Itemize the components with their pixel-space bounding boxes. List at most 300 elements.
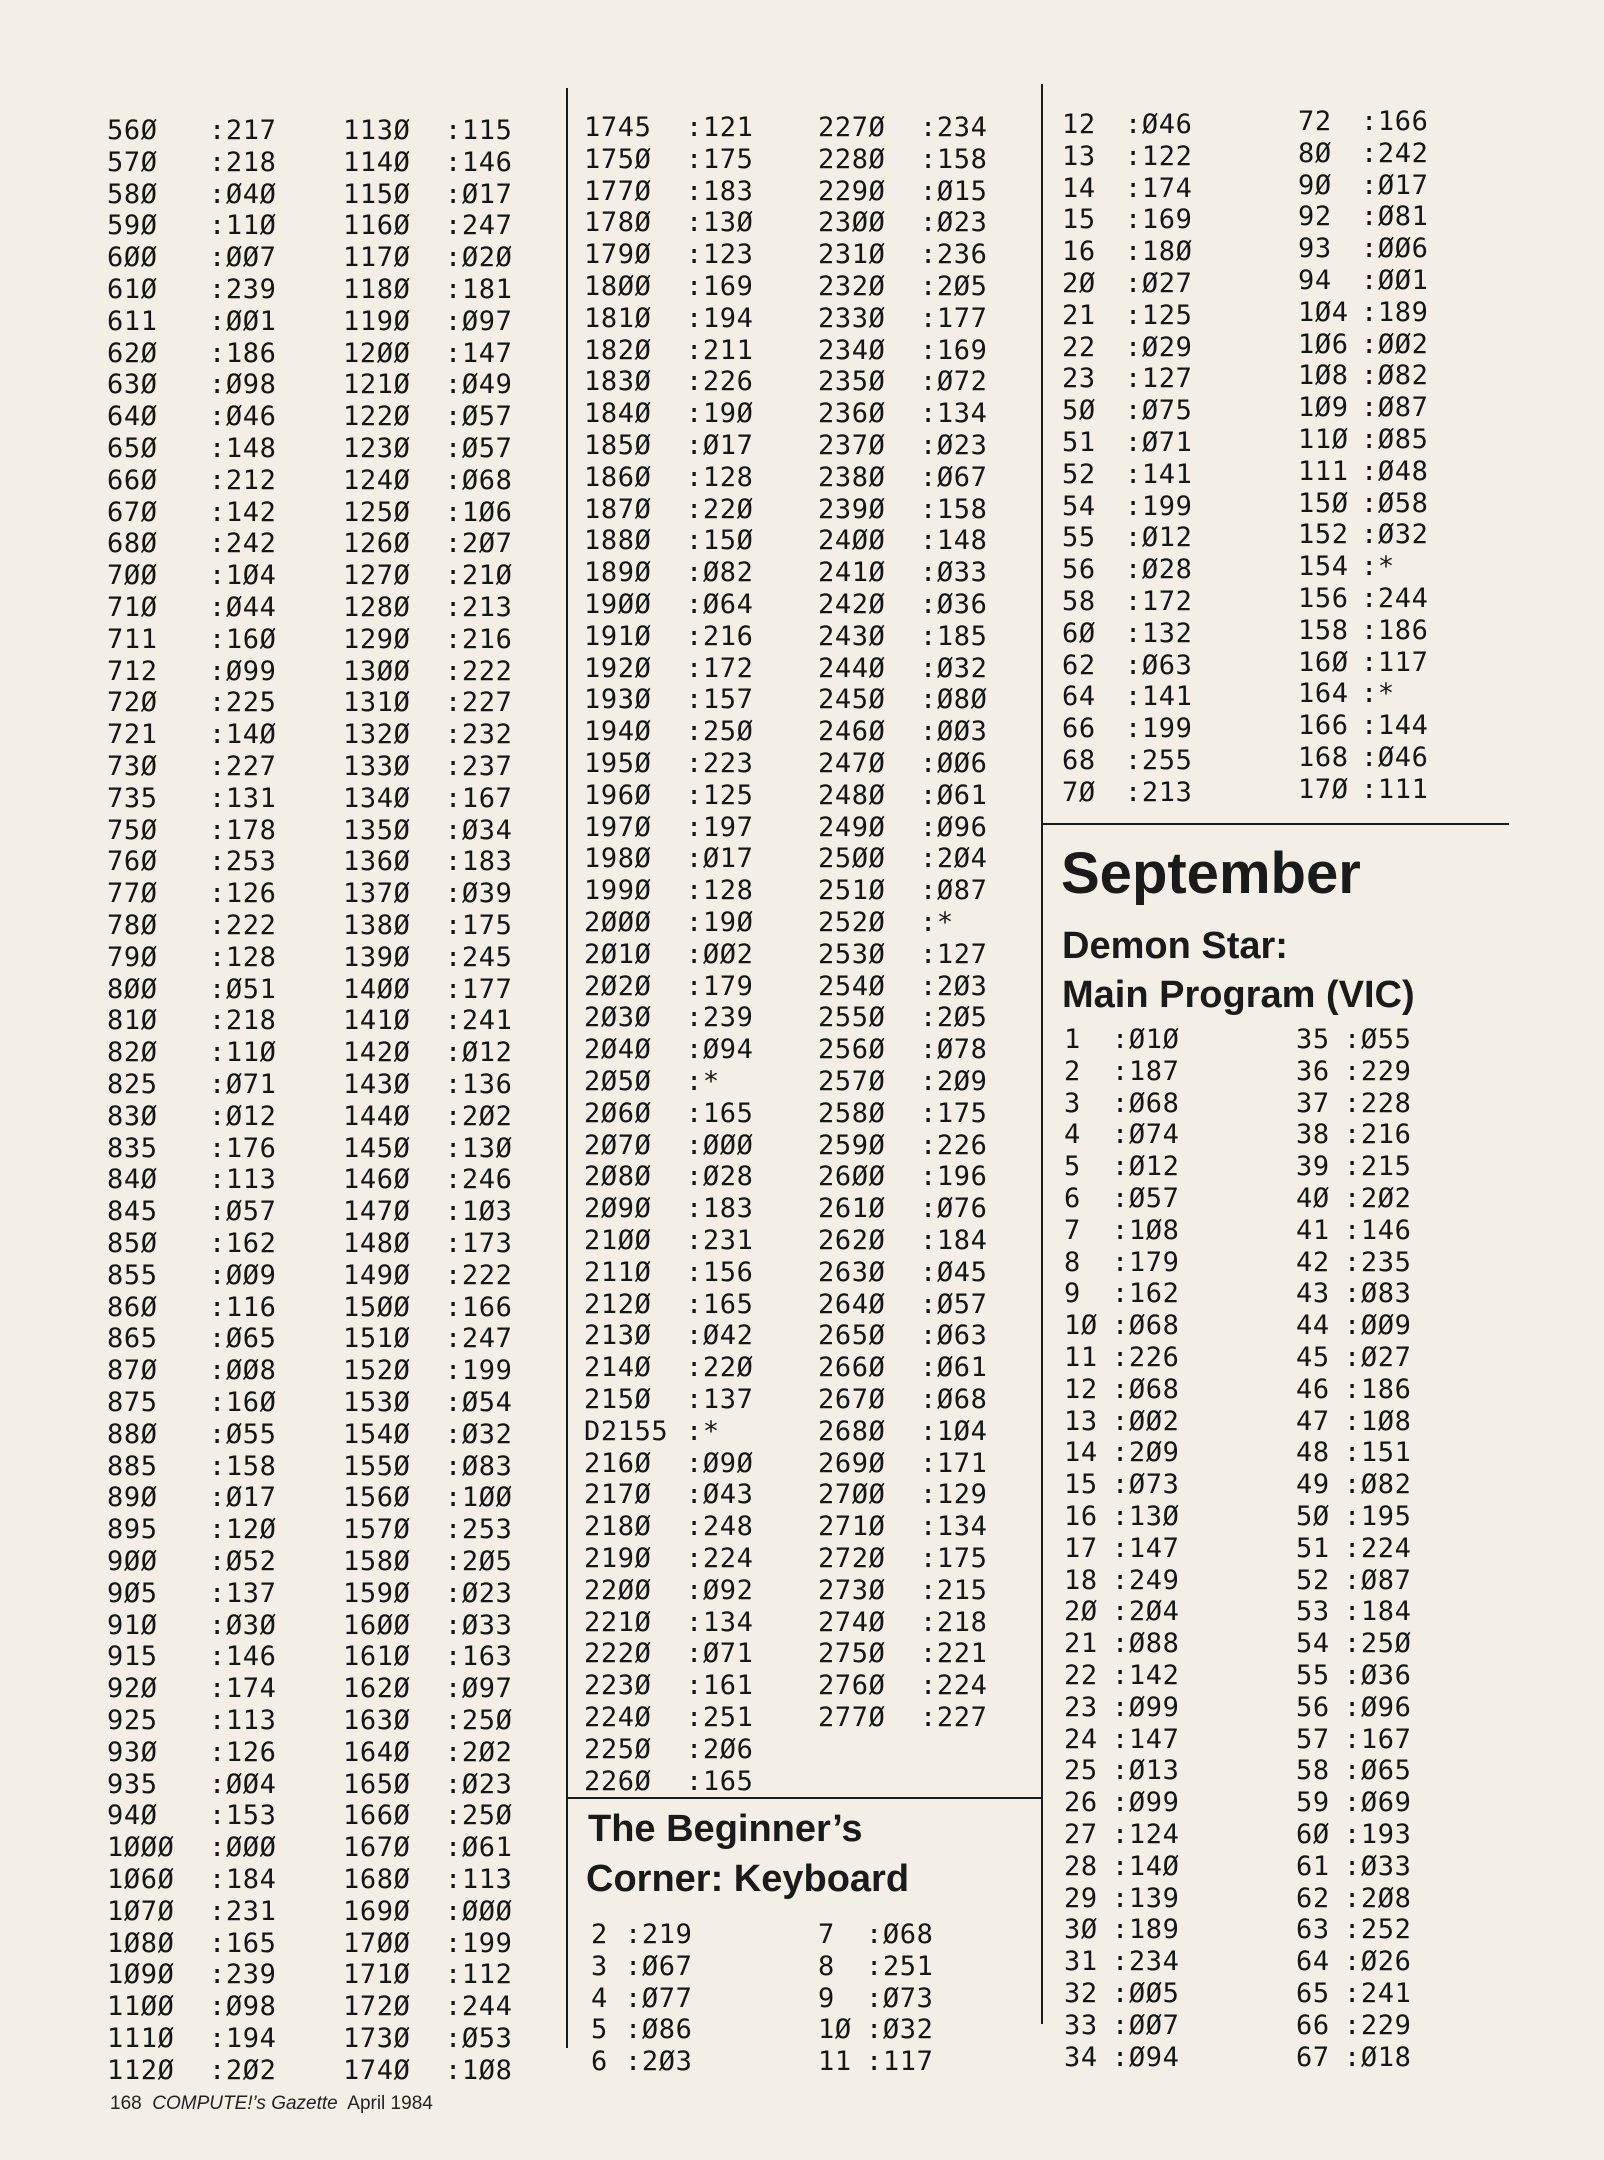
line-number: 56Ø xyxy=(107,115,158,146)
line-number: 5 xyxy=(1064,1151,1081,1183)
checksum-value: :2Ø8 xyxy=(1344,1882,1412,1914)
checksum-value: :ØØ5 xyxy=(1112,1978,1180,2009)
checksum-value: :Ø98 xyxy=(209,1991,277,2023)
checksum-value: :2Ø6 xyxy=(686,1733,754,1765)
line-number: 228Ø xyxy=(818,143,886,175)
line-number: 126Ø xyxy=(343,528,411,560)
checksum-value: :151 xyxy=(1344,1437,1412,1469)
checksum-value: :226 xyxy=(686,366,754,398)
section-rule-beginners xyxy=(568,1797,1041,1799)
checksum-value: :ØØ2 xyxy=(1112,1405,1180,1437)
line-number: 199Ø xyxy=(584,875,652,907)
checksum-value: :242 xyxy=(209,528,277,560)
line-number: 9 xyxy=(1064,1278,1081,1310)
line-number: 257Ø xyxy=(818,1066,886,1097)
magazine-name: COMPUTE!’s Gazette xyxy=(152,2093,338,2114)
checksum-value: :ØØ9 xyxy=(209,1259,277,1291)
checksum-value: :161 xyxy=(686,1670,754,1702)
checksum-value: :241 xyxy=(445,1005,513,1037)
checksum-value: :111 xyxy=(1361,773,1429,805)
checksum-value: :13Ø xyxy=(686,207,754,239)
page-footer xyxy=(110,2093,433,2115)
line-number: 27ØØ xyxy=(818,1479,886,1511)
line-number: 57Ø xyxy=(107,146,158,178)
checksum-value: :Ø64 xyxy=(686,589,754,620)
line-number: 22ØØ xyxy=(584,1574,652,1606)
line-number: 215Ø xyxy=(584,1384,652,1415)
line-number: 31 xyxy=(1064,1946,1098,1978)
line-number: 6 xyxy=(591,2046,608,2078)
line-number: 25ØØ xyxy=(818,843,886,875)
line-number: 925 xyxy=(107,1705,158,1736)
line-number: 265Ø xyxy=(818,1320,886,1352)
checksum-value: :2Ø5 xyxy=(920,271,988,302)
checksum-value: :Ø46 xyxy=(209,401,277,433)
checksum-value: :195 xyxy=(1344,1501,1412,1532)
line-number: 262Ø xyxy=(818,1225,886,1256)
line-number: 41 xyxy=(1296,1214,1330,1246)
line-number: 184Ø xyxy=(584,398,652,430)
checksum-value: :239 xyxy=(209,1959,277,1991)
checksum-value: :Ø94 xyxy=(1112,2041,1180,2073)
line-number: 272Ø xyxy=(818,1543,886,1574)
line-number: 82Ø xyxy=(107,1037,158,1069)
checksum-value: :19Ø xyxy=(686,398,754,430)
line-number: 238Ø xyxy=(818,461,886,493)
checksum-value: :183 xyxy=(445,846,513,878)
line-number: 114Ø xyxy=(343,146,411,178)
line-number: 5Ø xyxy=(1296,1501,1330,1532)
line-number: 1ØØØ xyxy=(107,1832,175,1864)
line-number: 2Ø5Ø xyxy=(584,1066,652,1097)
checksum-value: :Ø32 xyxy=(866,2014,934,2046)
line-number: 276Ø xyxy=(818,1670,886,1702)
checksum-value: :228 xyxy=(1344,1087,1412,1119)
checksum-value: :Ø26 xyxy=(1344,1946,1412,1978)
checksum-value: :165 xyxy=(209,1927,277,1959)
line-number: 17ØØ xyxy=(343,1927,411,1959)
checksum-value: :Ø99 xyxy=(1112,1691,1180,1723)
checksum-value: :Ø73 xyxy=(866,1982,934,2014)
checksum-value: :Ø27 xyxy=(1125,268,1193,299)
line-number: 137Ø xyxy=(343,878,411,910)
line-number: 128Ø xyxy=(343,592,411,623)
line-number: 5 xyxy=(591,2014,608,2046)
line-number: 213Ø xyxy=(584,1320,652,1352)
checksum-value: :183 xyxy=(686,1193,754,1225)
checksum-value: :Ø81 xyxy=(1361,201,1429,233)
checksum-value: :Ø12 xyxy=(1112,1151,1180,1183)
line-number: 245Ø xyxy=(818,684,886,716)
line-number: 63Ø xyxy=(107,369,158,401)
line-number: 147Ø xyxy=(343,1196,411,1228)
line-number: 27 xyxy=(1064,1819,1098,1850)
checksum-value: :131 xyxy=(209,782,277,814)
checksum-value: :Ø34 xyxy=(445,814,513,846)
checksum-value: :235 xyxy=(1344,1246,1412,1278)
checksum-value: :215 xyxy=(1344,1151,1412,1183)
checksum-value: :ØØ1 xyxy=(209,305,277,337)
checksum-value: :25Ø xyxy=(1344,1628,1412,1660)
line-number: 134Ø xyxy=(343,782,411,814)
checksum-value: :177 xyxy=(445,973,513,1005)
checksum-value: :Ø99 xyxy=(209,655,277,687)
line-number: 6Ø xyxy=(1296,1819,1330,1850)
checksum-value: :255 xyxy=(1125,745,1193,776)
checksum-value: :237 xyxy=(445,751,513,782)
checksum-value: :Ø87 xyxy=(1361,392,1429,424)
line-number: 73Ø xyxy=(107,751,158,782)
checksum-value: :126 xyxy=(209,1736,277,1768)
checksum-value: :Ø68 xyxy=(1112,1373,1180,1405)
checksum-value: :Ø97 xyxy=(445,305,513,337)
line-number: 16 xyxy=(1064,1501,1098,1532)
checksum-value: :134 xyxy=(920,398,988,430)
line-number: 185Ø xyxy=(584,430,652,461)
line-number: 154 xyxy=(1298,551,1349,583)
line-number: 72 xyxy=(1298,106,1332,137)
checksum-value: :ØØ9 xyxy=(1344,1310,1412,1342)
checksum-value: :169 xyxy=(686,271,754,302)
line-number: 131Ø xyxy=(343,687,411,719)
line-number: 2Ø xyxy=(1062,268,1096,299)
checksum-value: :Ø15 xyxy=(920,175,988,207)
checksum-value: :167 xyxy=(445,782,513,814)
line-number: 15Ø xyxy=(1298,487,1349,519)
line-number: 5Ø xyxy=(1062,395,1096,427)
checksum-value: :Ø61 xyxy=(445,1832,513,1864)
checksum-value: :186 xyxy=(209,337,277,369)
checksum-value: :184 xyxy=(920,1225,988,1256)
checksum-value: :2Ø4 xyxy=(920,843,988,875)
checksum-value: :Ø71 xyxy=(686,1638,754,1670)
beginners-corner-heading-line1: The Beginner’s xyxy=(588,1808,863,1850)
checksum-value: :Ø17 xyxy=(445,178,513,210)
checksum-value: :Ø61 xyxy=(920,779,988,811)
line-number: 217Ø xyxy=(584,1479,652,1511)
line-number: 11 xyxy=(1064,1342,1098,1373)
line-number: 2Ø4Ø xyxy=(584,1034,652,1066)
checksum-value: :181 xyxy=(445,274,513,305)
checksum-value: :Ø96 xyxy=(920,811,988,843)
checksum-value: :216 xyxy=(1344,1119,1412,1151)
checksum-value: :Ø87 xyxy=(920,875,988,907)
checksum-value: :117 xyxy=(866,2046,934,2078)
checksum-value: :222 xyxy=(445,655,513,687)
checksum-value: :1Ø4 xyxy=(209,560,277,592)
checksum-value: :Ø82 xyxy=(686,557,754,589)
checksum-value: :226 xyxy=(920,1129,988,1161)
checksum-value: :Ø13 xyxy=(1112,1755,1180,1787)
checksum-value: :247 xyxy=(445,210,513,242)
line-number: 141Ø xyxy=(343,1005,411,1037)
line-number: 154Ø xyxy=(343,1418,411,1450)
checksum-value: :Ø55 xyxy=(1344,1024,1412,1055)
line-number: 113Ø xyxy=(343,115,411,146)
line-number: 269Ø xyxy=(818,1447,886,1479)
line-number: 11 xyxy=(818,2046,852,2078)
checksum-value: :146 xyxy=(209,1641,277,1673)
checksum-value: :Ø57 xyxy=(1112,1183,1180,1214)
checksum-value: :Ø33 xyxy=(920,557,988,589)
checksum-value: :179 xyxy=(686,970,754,1002)
checksum-value: :113 xyxy=(445,1864,513,1895)
line-number: 259Ø xyxy=(818,1129,886,1161)
checksum-value: :1Ø8 xyxy=(1344,1405,1412,1437)
line-number: 153Ø xyxy=(343,1387,411,1418)
line-number: 234Ø xyxy=(818,334,886,366)
line-number: 78Ø xyxy=(107,910,158,941)
line-number: 91Ø xyxy=(107,1609,158,1641)
checksum-value: :171 xyxy=(920,1447,988,1479)
line-number: 189Ø xyxy=(584,557,652,589)
line-number: 62 xyxy=(1062,649,1096,681)
checksum-value: :* xyxy=(1361,551,1395,583)
checksum-value: :116 xyxy=(209,1291,277,1323)
checksum-value: :239 xyxy=(686,1002,754,1034)
checksum-value: :Ø68 xyxy=(866,1919,934,1950)
line-number: 156Ø xyxy=(343,1482,411,1514)
line-number: 62 xyxy=(1296,1882,1330,1914)
line-number: 196Ø xyxy=(584,779,652,811)
checksum-value: :Ø69 xyxy=(1344,1787,1412,1819)
line-number: 2Ø1Ø xyxy=(584,938,652,970)
line-number: 712 xyxy=(107,655,158,687)
line-number: 136Ø xyxy=(343,846,411,878)
line-number: 171Ø xyxy=(343,1959,411,1991)
line-number: 53 xyxy=(1296,1596,1330,1628)
line-number: 174Ø xyxy=(343,2054,411,2086)
checksum-value: :241 xyxy=(1344,1978,1412,2009)
checksum-value: :248 xyxy=(686,1511,754,1543)
line-number: 3 xyxy=(1064,1087,1081,1119)
checksum-value: :175 xyxy=(686,143,754,175)
line-number: 186Ø xyxy=(584,461,652,493)
checksum-value: :Ø85 xyxy=(1361,424,1429,455)
checksum-value: :165 xyxy=(686,1765,754,1797)
checksum-value: :Ø83 xyxy=(1344,1278,1412,1310)
line-number: 42 xyxy=(1296,1246,1330,1278)
line-number: 94 xyxy=(1298,265,1332,296)
line-number: 232Ø xyxy=(818,271,886,302)
checksum-value: :227 xyxy=(920,1702,988,1733)
checksum-value: :227 xyxy=(209,751,277,782)
checksum-value: :1Ø6 xyxy=(445,496,513,528)
line-number: 161Ø xyxy=(343,1641,411,1673)
checksum-value: :Ø98 xyxy=(209,369,277,401)
line-number: 66 xyxy=(1296,2009,1330,2041)
checksum-value: :134 xyxy=(920,1511,988,1543)
checksum-value: :Ø57 xyxy=(445,401,513,433)
checksum-value: :Ø23 xyxy=(920,430,988,461)
checksum-value: :Ø44 xyxy=(209,592,277,623)
line-number: 26ØØ xyxy=(818,1161,886,1193)
demon-star-heading-line1: Demon Star: xyxy=(1062,925,1288,967)
line-number: 14 xyxy=(1062,172,1096,204)
line-number: 85Ø xyxy=(107,1228,158,1259)
checksum-value: :148 xyxy=(920,525,988,557)
column-divider-2 xyxy=(1041,84,1043,2024)
line-number: 43 xyxy=(1296,1278,1330,1310)
checksum-value: :2Ø3 xyxy=(920,970,988,1002)
line-number: 9Ø xyxy=(1298,169,1332,201)
line-number: 233Ø xyxy=(818,302,886,334)
checksum-value: :253 xyxy=(209,846,277,878)
checksum-value: :Ø8Ø xyxy=(920,684,988,716)
line-number: 915 xyxy=(107,1641,158,1673)
line-number: 236Ø xyxy=(818,398,886,430)
line-number: 55 xyxy=(1062,522,1096,554)
line-number: 7 xyxy=(1064,1214,1081,1246)
checksum-value: :Ø73 xyxy=(1112,1469,1180,1501)
line-number: 266Ø xyxy=(818,1352,886,1384)
checksum-value: :* xyxy=(686,1415,720,1447)
line-number: 65Ø xyxy=(107,433,158,464)
checksum-value: :126 xyxy=(209,878,277,910)
line-number: 21 xyxy=(1064,1628,1098,1660)
checksum-value: :175 xyxy=(445,910,513,941)
checksum-value: :162 xyxy=(209,1228,277,1259)
checksum-value: :Ø2Ø xyxy=(445,242,513,274)
line-number: 735 xyxy=(107,782,158,814)
line-number: 865 xyxy=(107,1323,158,1355)
checksum-value: :Ø92 xyxy=(686,1574,754,1606)
line-number: 64Ø xyxy=(107,401,158,433)
line-number: 93Ø xyxy=(107,1736,158,1768)
line-number: 895 xyxy=(107,1514,158,1546)
line-number: 1 xyxy=(1064,1024,1081,1055)
checksum-value: :245 xyxy=(445,941,513,973)
line-number: 68Ø xyxy=(107,528,158,560)
line-number: 17 xyxy=(1064,1532,1098,1564)
line-number: 79Ø xyxy=(107,941,158,973)
line-number: 149Ø xyxy=(343,1259,411,1291)
line-number: 165Ø xyxy=(343,1768,411,1800)
checksum-value: :Ø96 xyxy=(1344,1691,1412,1723)
line-number: 1Ø9 xyxy=(1298,392,1349,424)
line-number: 18ØØ xyxy=(584,271,652,302)
line-number: 21ØØ xyxy=(584,1225,652,1256)
line-number: 59 xyxy=(1296,1787,1330,1819)
line-number: 239Ø xyxy=(818,493,886,525)
line-number: 39 xyxy=(1296,1151,1330,1183)
line-number: 16Ø xyxy=(1298,646,1349,678)
checksum-value: :Ø88 xyxy=(1112,1628,1180,1660)
line-number: 181Ø xyxy=(584,302,652,334)
line-number: 54 xyxy=(1296,1628,1330,1660)
checksum-value: :Ø17 xyxy=(1361,169,1429,201)
checksum-value: :187 xyxy=(1112,1055,1180,1087)
checksum-value: :147 xyxy=(1112,1723,1180,1755)
line-number: 168 xyxy=(1298,742,1349,773)
checksum-value: :Ø32 xyxy=(445,1418,513,1450)
checksum-value: :132 xyxy=(1125,617,1193,649)
line-number: 21 xyxy=(1062,299,1096,331)
checksum-value: :178 xyxy=(209,814,277,846)
checksum-value: :244 xyxy=(445,1991,513,2023)
checksum-value: :Ø28 xyxy=(1125,554,1193,586)
line-number: 44 xyxy=(1296,1310,1330,1342)
checksum-value: :Ø29 xyxy=(1125,331,1193,363)
line-number: 7Ø xyxy=(1062,776,1096,808)
checksum-value: :197 xyxy=(686,811,754,843)
line-number: 721 xyxy=(107,719,158,751)
checksum-value: :19Ø xyxy=(686,907,754,938)
line-number: 33 xyxy=(1064,2009,1098,2041)
line-number: 254Ø xyxy=(818,970,886,1002)
checksum-value: :121 xyxy=(686,112,754,143)
line-number: 54 xyxy=(1062,490,1096,522)
line-number: 229Ø xyxy=(818,175,886,207)
line-number: 94Ø xyxy=(107,1800,158,1832)
line-number: 62Ø xyxy=(107,337,158,369)
checksum-value: :Ø75 xyxy=(1125,395,1193,427)
demon-star-heading-line2: Main Program (VIC) xyxy=(1062,974,1415,1016)
line-number: 148Ø xyxy=(343,1228,411,1259)
checksum-value: :252 xyxy=(1344,1914,1412,1946)
line-number: 59Ø xyxy=(107,210,158,242)
checksum-value: :* xyxy=(686,1066,720,1097)
line-number: 61 xyxy=(1296,1850,1330,1882)
line-number: 115Ø xyxy=(343,178,411,210)
line-number: 7ØØ xyxy=(107,560,158,592)
line-number: 1Ø6 xyxy=(1298,328,1349,360)
line-number: 152 xyxy=(1298,519,1349,551)
checksum-value: :Ø33 xyxy=(1344,1850,1412,1882)
checksum-value: :Ø76 xyxy=(920,1193,988,1225)
line-number: 173Ø xyxy=(343,2023,411,2054)
line-number: 256Ø xyxy=(818,1034,886,1066)
checksum-value: :165 xyxy=(686,1288,754,1320)
checksum-value: :Ø39 xyxy=(445,878,513,910)
checksum-value: :1Ø4 xyxy=(920,1415,988,1447)
line-number: 56 xyxy=(1062,554,1096,586)
checksum-value: :148 xyxy=(209,433,277,464)
checksum-value: :Ø99 xyxy=(1112,1787,1180,1819)
checksum-value: :231 xyxy=(686,1225,754,1256)
checksum-value: :2Ø5 xyxy=(445,1546,513,1577)
line-number: 218Ø xyxy=(584,1511,652,1543)
line-number: 25 xyxy=(1064,1755,1098,1787)
line-number: 247Ø xyxy=(818,748,886,779)
checksum-value: :134 xyxy=(686,1606,754,1638)
checksum-value: :ØØ6 xyxy=(1361,233,1429,265)
line-number: 67 xyxy=(1296,2041,1330,2073)
line-number: 23 xyxy=(1062,363,1096,395)
line-number: 249Ø xyxy=(818,811,886,843)
checksum-value: :226 xyxy=(1112,1342,1180,1373)
line-number: 92 xyxy=(1298,201,1332,233)
line-number: 12 xyxy=(1064,1373,1098,1405)
checksum-value: :137 xyxy=(686,1384,754,1415)
line-number: 264Ø xyxy=(818,1288,886,1320)
checksum-value: :1Ø3 xyxy=(445,1196,513,1228)
line-number: 8ØØ xyxy=(107,973,158,1005)
checksum-value: :Ø77 xyxy=(625,1982,693,2014)
line-number: 76Ø xyxy=(107,846,158,878)
line-number: 227Ø xyxy=(818,112,886,143)
line-number: 89Ø xyxy=(107,1482,158,1514)
checksum-value: :1Ø8 xyxy=(1112,1214,1180,1246)
line-number: 167Ø xyxy=(343,1832,411,1864)
line-number: 274Ø xyxy=(818,1606,886,1638)
line-number: 66 xyxy=(1062,713,1096,745)
line-number: 57 xyxy=(1296,1723,1330,1755)
line-number: 243Ø xyxy=(818,620,886,652)
line-number: 29 xyxy=(1064,1882,1098,1914)
line-number: 224Ø xyxy=(584,1702,652,1733)
line-number: 267Ø xyxy=(818,1384,886,1415)
